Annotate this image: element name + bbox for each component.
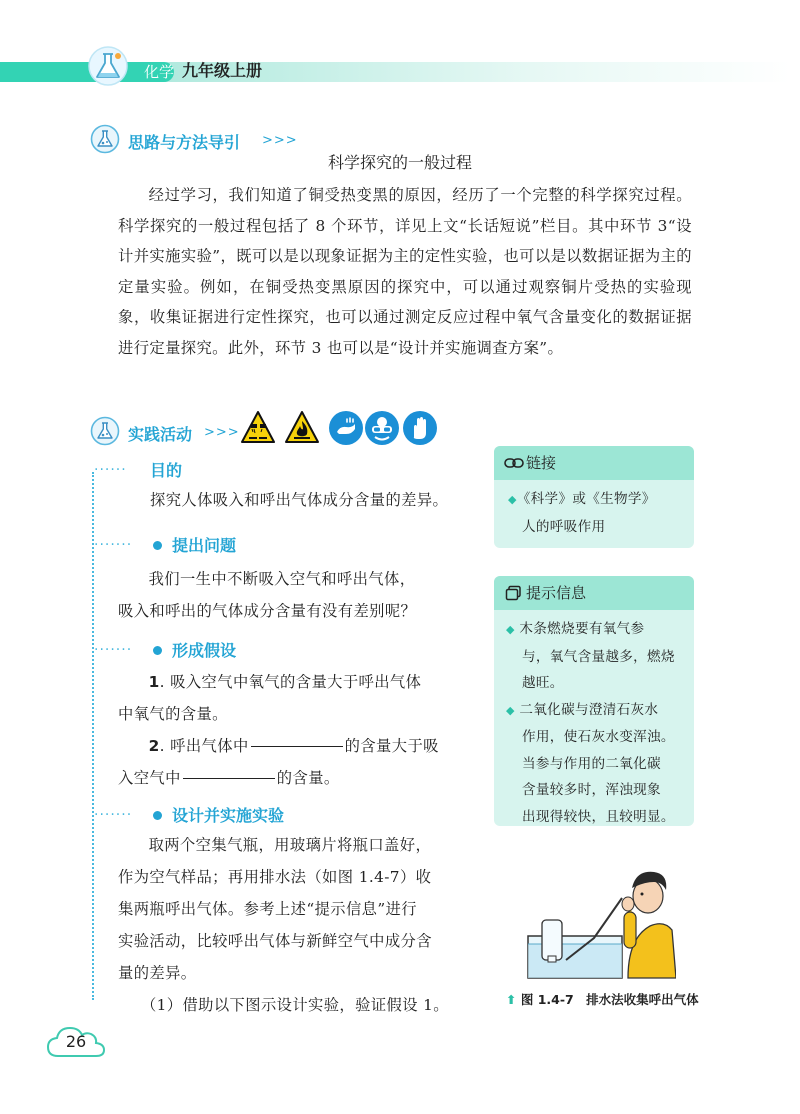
diamond-bullet-icon: ◆ <box>506 703 515 717</box>
hint-box-content <box>506 616 692 830</box>
hint-note-icon <box>505 585 522 602</box>
experiment-heading: 设计并实施实验 <box>172 806 285 825</box>
hypothesis-bullet-icon <box>153 646 162 655</box>
hypothesis-1-text-b: 中氧气的含量。 <box>118 705 228 723</box>
experiment-line-2: 作为空气样品；再用排水法（如图 1.4-7）收 <box>118 868 432 886</box>
question-line-1: 我们一生中不断吸入空气和呼出气体， <box>148 570 416 588</box>
section-practice-heading <box>90 416 120 450</box>
methods-paragraph-text: 经过学习，我们知道了铜受热变黑的原因，经历了一个完整的科学探究过程。科学探究的一般过程包括了 8 个环节，详见上文“长话短说”栏目。其中环节 3“设计并实施实验”，既可以是以现象证据为主的定性实验，也可以是以数据证据为主的定量实验。例如，在铜受热变黑原因的探究中，可以通过观察铜片受热的实验现象，收集证据进行定性探究，也可以通过测定反应过程中氧气含量变化的数据证据进行定量探究。此外，环节 3 也可以是“设计并实施调查方案”。 <box>118 186 692 357</box>
link-box-content <box>508 486 692 540</box>
hypothesis-2-text-d: 的含量。 <box>276 769 340 787</box>
experiment-line-3: 集两瓶呼出气体。参考上述“提示信息”进行 <box>118 900 417 918</box>
hypothesis-body <box>118 666 488 794</box>
flask-logo-icon <box>88 46 128 86</box>
experiment-line-4: 实验活动，比较呼出气体与新鲜空气中成分含 <box>118 932 432 950</box>
diamond-bullet-icon: ◆ <box>508 493 517 506</box>
figure-number: 图 1.4-7 <box>520 992 574 1007</box>
section-methods-title: 思路与方法导引 <box>128 133 241 152</box>
section-practice-arrows: >>> <box>204 425 240 440</box>
experiment-body <box>118 829 490 1021</box>
figure-caption-text: 排水法收集呼出气体 <box>586 992 699 1007</box>
hypothesis-2-text-a: . 呼出气体中 <box>159 737 249 755</box>
hypothesis-dots: ······· <box>94 642 133 658</box>
link-box-title: 链接 <box>526 454 557 472</box>
question-line-2: 吸入和呼出的气体成分含量有没有差别呢？ <box>118 602 417 620</box>
question-body <box>118 563 478 627</box>
question-bullet-icon <box>153 541 162 550</box>
methods-subheading: 科学探究的一般过程 <box>327 153 472 172</box>
wash-hands-icon <box>328 410 364 446</box>
safety-goggles-icon <box>364 410 400 446</box>
link-box-line-1: 《科学》或《生物学》 <box>516 491 656 507</box>
hint-2-line-1: 二氧化碳与澄清石灰水 <box>519 701 659 718</box>
page-number: 26 <box>65 1032 87 1051</box>
hint-2-line-4: 含量较多时，浑浊现象 <box>522 782 661 798</box>
flask-section-icon <box>90 416 120 446</box>
hypothesis-heading: 形成假设 <box>172 641 237 660</box>
hint-1-line-2: 与，氧气含量越多，燃烧 <box>522 648 675 665</box>
link-box-line-2: 人的呼吸作用 <box>522 518 606 535</box>
figure-arrow-icon: ⬆ <box>506 992 517 1007</box>
answer-blank-2[interactable] <box>183 777 275 779</box>
section-methods-arrows: >>> <box>262 133 298 148</box>
hint-2-line-3: 当参与作用的二氧化碳 <box>522 755 661 772</box>
figure-exhaled-gas-illustration <box>524 868 676 986</box>
hint-1-line-1: 木条燃烧要有氧气参 <box>519 621 645 637</box>
hypothesis-2-text-b: 的含量大于吸 <box>344 737 439 755</box>
experiment-dots: ······· <box>94 807 133 823</box>
hypothesis-2-number: 2 <box>148 737 160 755</box>
methods-paragraph <box>118 180 692 364</box>
link-chain-icon <box>504 456 524 470</box>
question-heading: 提出问题 <box>172 536 237 555</box>
flammable-warning-icon <box>284 410 320 446</box>
hint-2-line-5: 出现得较快，且较明显。 <box>522 808 675 825</box>
diamond-bullet-icon: ◆ <box>506 623 515 636</box>
experiment-line-5: 量的差异。 <box>118 964 197 982</box>
hypothesis-1-text-a: . 吸入空气中氧气的含量大于呼出气体 <box>159 673 422 691</box>
question-dots: ······· <box>94 537 133 553</box>
hint-1-line-3: 越旺。 <box>522 675 564 691</box>
experiment-line-6: （1）借助以下图示设计实验，验证假设 1。 <box>140 996 450 1014</box>
experiment-bullet-icon <box>153 811 162 820</box>
corrosive-warning-icon <box>240 410 276 446</box>
hypothesis-1-number: 1 <box>148 673 160 691</box>
header-grade: 九年级上册 <box>182 61 263 80</box>
hint-box-title: 提示信息 <box>526 584 587 602</box>
link-box <box>494 446 694 548</box>
gloves-icon <box>402 410 438 446</box>
hint-box <box>494 576 694 826</box>
answer-blank-1[interactable] <box>251 745 343 747</box>
hint-2-line-2: 作用，使石灰水变浑浊。 <box>522 729 675 745</box>
goal-dots: ······ <box>94 462 127 478</box>
figure-caption <box>506 990 699 1008</box>
section-practice-title: 实践活动 <box>128 425 193 444</box>
header-subject: 化学 <box>144 63 175 81</box>
goal-heading: 目的 <box>150 461 183 480</box>
experiment-line-1: 取两个空集气瓶，用玻璃片将瓶口盖好， <box>148 836 432 854</box>
hypothesis-2-text-c: 入空气中 <box>118 769 181 787</box>
goal-text: 探究人体吸入和呼出气体成分含量的差异。 <box>150 491 449 509</box>
